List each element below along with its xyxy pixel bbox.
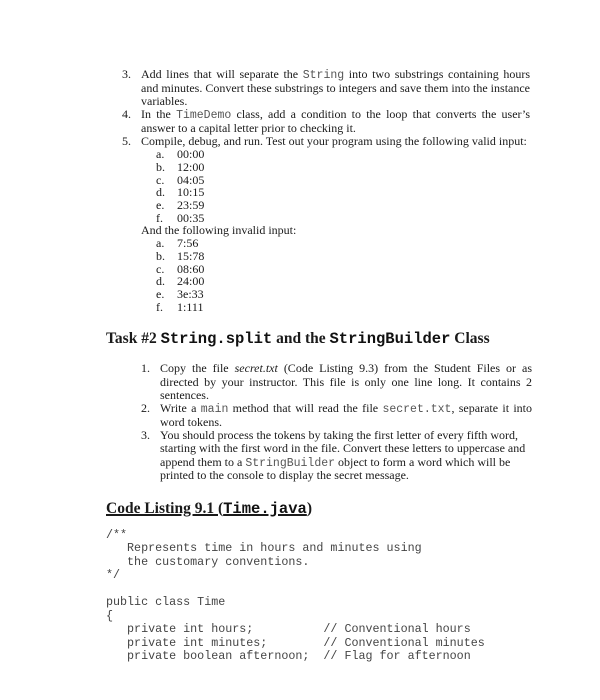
list-value: 3e:33 <box>177 287 204 302</box>
text: method that will read the file <box>228 401 383 416</box>
list-letter: d. <box>156 185 165 200</box>
list-letter: e. <box>156 197 165 212</box>
list-item <box>106 161 536 174</box>
text: into two substrings containing hours and minutes. Convert these substrings to integers and save them into the instance variables. <box>141 67 530 108</box>
invalid-input-list <box>106 237 536 313</box>
list-value: 08:60 <box>177 261 205 276</box>
list-value: 04:05 <box>177 172 205 187</box>
file-name: secret.txt <box>234 361 278 376</box>
code-line: the customary conventions. <box>106 554 310 569</box>
text: object to form a word which will be printed to the console to display the secret message. <box>160 454 511 483</box>
code-line: */ <box>106 568 121 583</box>
code-term: secret.txt <box>382 403 452 417</box>
step-number: 1. <box>141 361 150 376</box>
text: Write a <box>160 401 201 416</box>
code-line: Represents time in hours and minutes using <box>106 541 422 556</box>
list-letter: f. <box>156 299 163 314</box>
list-letter: c. <box>156 172 165 187</box>
invalid-input-label: And the following invalid input: <box>141 223 297 238</box>
list-item <box>106 250 536 263</box>
step-number: 5. <box>122 133 131 148</box>
list-value: 1:111 <box>177 299 204 314</box>
step-text <box>160 362 532 402</box>
list-value: 00:35 <box>177 210 205 225</box>
list-item <box>106 275 536 288</box>
step-number: 3. <box>141 428 150 443</box>
document-body <box>106 68 536 664</box>
text: , separate it into word tokens. <box>160 401 532 429</box>
list-item <box>106 212 536 225</box>
file-name: Time.java <box>223 499 307 518</box>
task2-step-1 <box>106 362 536 402</box>
list-item <box>106 199 536 212</box>
code-listing <box>106 529 536 664</box>
text: Add lines that will separate the <box>141 67 303 81</box>
step-text <box>141 68 530 108</box>
code-line <box>106 583 536 597</box>
text: Class <box>450 330 490 348</box>
code-term: StringBuilder <box>245 456 336 470</box>
code-line: public class Time <box>106 595 226 610</box>
task-2-heading <box>106 329 536 348</box>
list-letter: b. <box>156 249 165 263</box>
text: (Code Listing 9.3) from the Student Files or as directed by your instructor. This file is only one line long. It contains 2 sentences. <box>160 361 533 403</box>
step-number: 3. <box>122 67 131 81</box>
step-5 <box>106 135 536 148</box>
list-value: 10:15 <box>177 185 205 200</box>
list-item <box>106 288 536 301</box>
text: class, add a condition to the loop that converts the user’s answer to a capital letter prior to checking it. <box>141 107 530 135</box>
list-letter: e. <box>156 287 165 302</box>
text: In the <box>141 107 177 122</box>
list-item <box>106 186 536 199</box>
list-item <box>106 301 536 314</box>
list-letter: b. <box>156 159 165 174</box>
code-line: { <box>106 608 114 623</box>
step-text <box>160 402 532 429</box>
text: Code Listing 9.1 ( <box>106 499 224 517</box>
step-text: Compile, debug, and run. Test out your program using the following valid input: <box>141 133 527 148</box>
code-term: String.split <box>160 330 273 349</box>
step-number: 4. <box>122 107 131 122</box>
text: ) <box>306 499 313 517</box>
code-term: String <box>302 69 345 82</box>
code-line: private boolean afternoon; // Flag for afternoon <box>106 649 471 664</box>
code-listing-heading <box>106 499 536 518</box>
list-item <box>106 237 536 250</box>
list-value: 7:56 <box>177 236 199 251</box>
list-letter: a. <box>156 236 165 251</box>
task2-step-3 <box>106 429 536 482</box>
code-term: main <box>200 403 229 417</box>
code-line: private int minutes; // Conventional minutes <box>106 635 485 650</box>
step-number: 2. <box>141 401 150 416</box>
list-value: 23:59 <box>177 197 205 212</box>
text: Task #2 <box>106 330 161 348</box>
list-letter: a. <box>156 147 165 162</box>
list-item <box>106 263 536 276</box>
step-4 <box>106 108 536 135</box>
code-line: /** <box>106 527 128 542</box>
valid-input-list <box>106 148 536 224</box>
list-letter: c. <box>156 261 165 276</box>
list-letter: f. <box>156 210 163 225</box>
step-text <box>141 108 530 135</box>
list-value: 00:00 <box>177 147 205 162</box>
list-value: 15:78 <box>177 249 205 263</box>
code-term: StringBuilder <box>329 330 451 349</box>
code-line: private int hours; // Conventional hours <box>106 622 471 637</box>
list-item <box>106 148 536 161</box>
step-text <box>160 429 532 482</box>
text: You should process the tokens by taking the first letter of every fifth word, starting with the first word in the file. Convert these letters to uppercase and append them to a <box>160 428 526 469</box>
list-item <box>106 174 536 187</box>
text: Copy the file <box>160 361 235 376</box>
text: and the <box>272 330 330 348</box>
code-term: TimeDemo <box>176 109 232 123</box>
list-value: 24:00 <box>177 274 205 289</box>
list-letter: d. <box>156 274 165 289</box>
step-3 <box>106 68 536 108</box>
list-value: 12:00 <box>177 159 205 174</box>
task2-step-2 <box>106 402 536 429</box>
